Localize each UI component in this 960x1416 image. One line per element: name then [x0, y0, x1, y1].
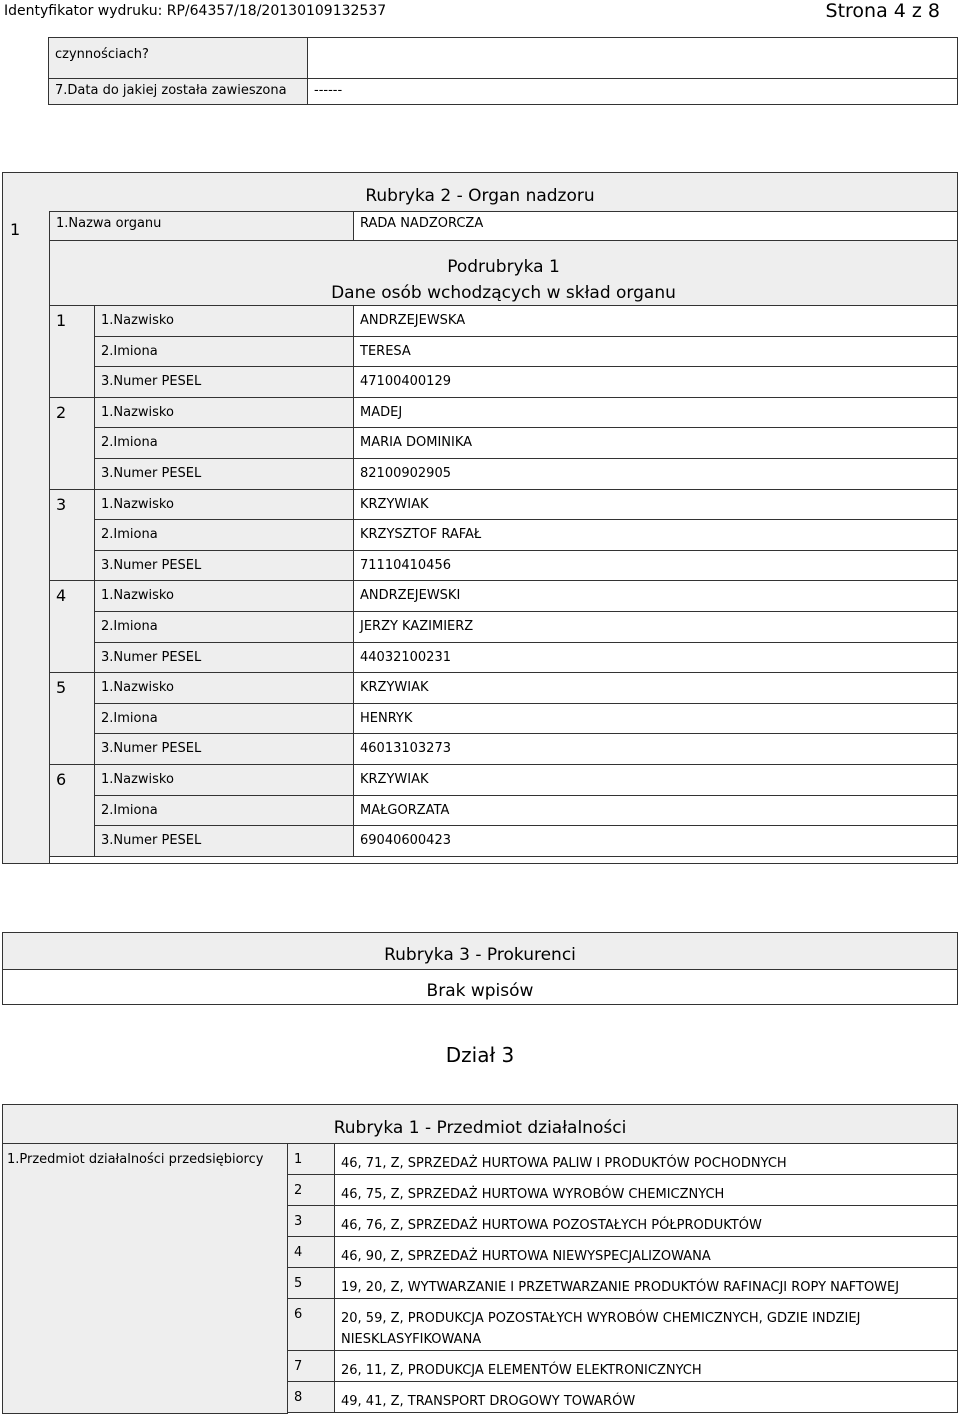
przedmiot-index: 6	[287, 1298, 335, 1351]
person-surname-label: 1.Nazwisko	[94, 397, 354, 429]
rubryka3-value: Brak wpisów	[2, 969, 958, 1005]
person-names-label: 2.Imiona	[94, 336, 354, 368]
person-index: 2	[49, 397, 95, 490]
rubryka3-title: Rubryka 3 - Prokurenci	[2, 932, 958, 970]
person-pesel-label: 3.Numer PESEL	[94, 825, 354, 857]
podrubryka-title: Podrubryka 1	[447, 257, 560, 277]
przedmiot-text: 20, 59, Z, PRODUKCJA POZOSTAŁYCH WYROBÓW CHEMICZNYCH, GDZIE INDZIEJ NIESKLASYFIKOWANA	[334, 1298, 958, 1351]
przedmiot-index: 7	[287, 1350, 335, 1382]
przedmiot-text: 46, 75, Z, SPRZEDAŻ HURTOWA WYROBÓW CHEMICZNYCH	[334, 1174, 958, 1206]
przedmiot-index: 1	[287, 1143, 335, 1175]
person-names-value: HENRYK	[353, 703, 958, 735]
person-index: 6	[49, 764, 95, 857]
person-names-value: MAŁGORZATA	[353, 795, 958, 827]
person-pesel-label: 3.Numer PESEL	[94, 733, 354, 765]
przedmiot-text: 49, 41, Z, TRANSPORT DROGOWY TOWARÓW	[334, 1381, 958, 1413]
person-names-value: KRZYSZTOF RAFAŁ	[353, 519, 958, 551]
person-names-label: 2.Imiona	[94, 795, 354, 827]
przedmiot-text: 26, 11, Z, PRODUKCJA ELEMENTÓW ELEKTRONICZNYCH	[334, 1350, 958, 1382]
organ-value: RADA NADZORCZA	[353, 211, 958, 241]
person-surname-value: KRZYWIAK	[353, 764, 958, 796]
person-names-value: JERZY KAZIMIERZ	[353, 611, 958, 643]
przedmiot-index: 5	[287, 1267, 335, 1299]
przedmiot-text: 46, 90, Z, SPRZEDAŻ HURTOWA NIEWYSPECJALIZOWANA	[334, 1236, 958, 1268]
przedmiot-text: 46, 71, Z, SPRZEDAŻ HURTOWA PALIW I PRODUKTÓW POCHODNYCH	[334, 1143, 958, 1175]
person-names-label: 2.Imiona	[94, 703, 354, 735]
przedmiot-index: 4	[287, 1236, 335, 1268]
person-index: 4	[49, 580, 95, 673]
rubryka1-title: Rubryka 1 - Przedmiot działalności	[2, 1104, 958, 1144]
organ-label: 1.Nazwa organu	[49, 211, 354, 241]
person-pesel-value: 47100400129	[353, 366, 958, 398]
person-pesel-label: 3.Numer PESEL	[94, 550, 354, 582]
podrubryka-subtitle: Dane osób wchodzących w skład organu	[331, 283, 676, 303]
person-names-value: MARIA DOMINIKA	[353, 427, 958, 459]
person-surname-value: KRZYWIAK	[353, 672, 958, 704]
person-pesel-label: 3.Numer PESEL	[94, 458, 354, 490]
value-data-zawieszenia: ------	[307, 78, 958, 105]
label-czynnosciach: czynnościach?	[48, 37, 308, 79]
przedmiot-label: 1.Przedmiot działalności przedsiębiorcy	[2, 1143, 288, 1414]
person-surname-label: 1.Nazwisko	[94, 489, 354, 521]
person-names-label: 2.Imiona	[94, 519, 354, 551]
person-surname-value: ANDRZEJEWSKA	[353, 305, 958, 337]
person-pesel-value: 46013103273	[353, 733, 958, 765]
page-number: Strona 4 z 8	[825, 0, 940, 22]
person-surname-label: 1.Nazwisko	[94, 305, 354, 337]
przedmiot-text: 19, 20, Z, WYTWARZANIE I PRZETWARZANIE PRODUKTÓW RAFINACJI ROPY NAFTOWEJ	[334, 1267, 958, 1299]
przedmiot-index: 3	[287, 1205, 335, 1237]
person-pesel-value: 82100902905	[353, 458, 958, 490]
person-surname-label: 1.Nazwisko	[94, 672, 354, 704]
person-surname-value: KRZYWIAK	[353, 489, 958, 521]
person-surname-value: MADEJ	[353, 397, 958, 429]
person-pesel-value: 69040600423	[353, 825, 958, 857]
person-names-label: 2.Imiona	[94, 611, 354, 643]
person-surname-label: 1.Nazwisko	[94, 764, 354, 796]
person-pesel-value: 44032100231	[353, 642, 958, 674]
rubryka2-index: 1	[10, 220, 21, 239]
person-names-value: TERESA	[353, 336, 958, 368]
podrubryka-header	[49, 240, 958, 306]
person-surname-label: 1.Nazwisko	[94, 580, 354, 612]
person-surname-value: ANDRZEJEWSKI	[353, 580, 958, 612]
person-index: 5	[49, 672, 95, 765]
print-identifier: Identyfikator wydruku: RP/64357/18/20130109132537	[4, 3, 387, 19]
przedmiot-text: 46, 76, Z, SPRZEDAŻ HURTOWA POZOSTAŁYCH PÓŁPRODUKTÓW	[334, 1205, 958, 1237]
przedmiot-index: 8	[287, 1381, 335, 1413]
person-index: 3	[49, 489, 95, 582]
person-pesel-value: 71110410456	[353, 550, 958, 582]
przedmiot-index: 2	[287, 1174, 335, 1206]
person-index: 1	[49, 305, 95, 398]
value-czynnosciach-empty	[307, 37, 958, 79]
person-pesel-label: 3.Numer PESEL	[94, 366, 354, 398]
rubryka2-title: Rubryka 2 - Organ nadzoru	[2, 172, 958, 212]
rubryka2-left-column	[2, 172, 50, 864]
dzial3-title: Dział 3	[445, 1043, 515, 1067]
person-names-label: 2.Imiona	[94, 427, 354, 459]
persons-bottom-row	[49, 856, 958, 864]
label-data-zawieszenia: 7.Data do jakiej została zawieszona	[48, 78, 308, 105]
person-pesel-label: 3.Numer PESEL	[94, 642, 354, 674]
